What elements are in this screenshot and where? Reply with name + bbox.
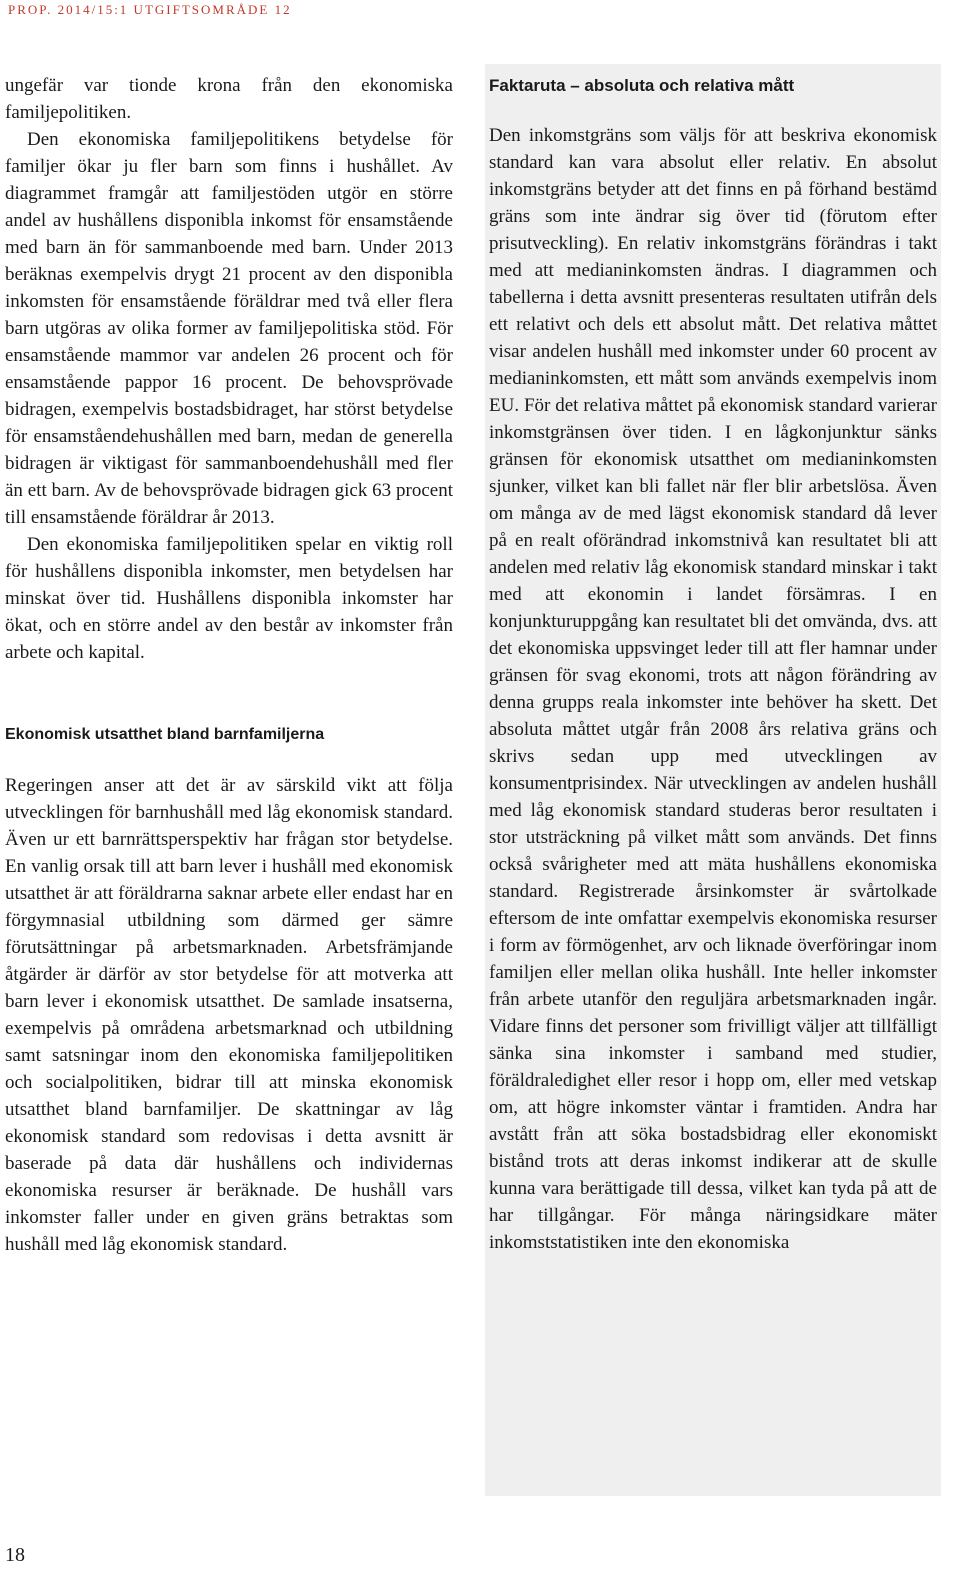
fact-box: [485, 64, 941, 1496]
running-head: PROP. 2014/15:1 UTGIFTSOMRÅDE 12: [8, 2, 292, 17]
main-column: [5, 72, 453, 1258]
fact-box-text: Den inkomstgräns som väljs för att beskriva ekonomisk standard kan vara absolut eller relativ. En absolut inkomstgräns betyder att det finns en på förhand bestämd gräns som inte ändrar sig över tid (förutom efter prisutveckling). En relativ inkomstgräns förändras i takt med att medianinkomsten ändras. I diagrammen och tabellerna i detta avsnitt presenteras resultaten utifrån dels ett relativt och dels ett absolut mått. Det relativa måttet visar andelen hushåll med inkomster under 60 procent av medianinkomsten, ett mått som används exempelvis inom EU. För det relativa måttet på ekonomisk standard varierar inkomstgränsen över tiden. I en lågkonjunktur sänks gränsen för ekonomisk utsatthet om medianinkomsten sjunker, vilket kan bli fallet när fler blir arbetslösa. Även om många av de med lägst ekonomisk standard då lever på en realt oförändrad inkomstnivå kan resultatet bli att andelen med relativ låg ekonomisk standard minskar i takt med att ekonomin i landet försämras. I en konjunkturuppgång kan resultatet bli det omvända, dvs. att det ekonomiska uppsvinget leder till att fler hamnar under gränsen för svag ekonomi, trots att någon förändring av denna grupps reala inkomster inte behöver ha skett. Det absoluta måttet utgår från 2008 års relativa gräns och skrivs sedan upp med utvecklingen av konsumentprisindex. När utvecklingen av andelen hushåll med låg ekonomisk standard studeras beror resultaten i stor utsträckning på vilket mått som används. Det finns också svårigheter med att mäta hushållens ekonomiska standard. Registrerade årsinkomster är svårtolkade eftersom de inte omfattar exempelvis ekonomiska resurser i form av förmögenhet, arv och liknade överföringar inom familjen eller mellan olika hushåll. Inte heller inkomster från arbete utanför den reguljära arbetsmarknaden ingår. Vidare finns det personer som frivilligt väljer att tillfälligt sänka sina inkomster i samband med studier, föräldraledighet eller resor i hopp om, eller med vetskap om, att högre inkomster väntar i framtiden. Andra har avstått från att söka bostadsbidrag eller ekonomiskt bistånd trots att deras inkomst indikerar att de skulle kunna vara berättigade till dessa, vilket kan tyda på att de har tillgångar. För många näringsidkare mäter inkomststatistiken inte den ekonomiska: [489, 125, 937, 1253]
page-number: 18: [5, 1544, 25, 1566]
paragraph-economic-vulnerability: Regeringen anser att det är av särskild vikt att följa utvecklingen för barnhushåll med låg ekonomisk standard. Även ur ett barnrättsperspektiv har frågan stor betydelse. En vanlig orsak till att barn lever i hushåll med ekonomisk utsatthet är att föräldrarna saknar arbete eller endast har en förgymnasial utbildning som därmed ger sämre förutsättningar på arbetsmarknaden. Arbetsfrämjande åtgärder är därför av stor betydelse för att motverka att barn lever i ekonomisk utsatthet. De samlade insatserna, exempelvis på områdena arbetsmarknad och utbildning samt satsningar inom den ekonomiska familjepolitiken och socialpolitiken, bidrar till att minska ekonomisk utsatthet bland barnfamiljer. De skattningar av låg ekonomisk standard som redovisas i detta avsnitt är baserade på data där hushållens och individernas ekonomiska resurser är beräknade. De hushåll vars inkomster faller under en given gräns betraktas som hushåll med låg ekonomisk standard.: [5, 775, 453, 1255]
paragraph-disposable-income: Den ekonomiska familjepolitiken spelar en viktig roll för hushållens disponibla inkomster, men betydelsen har minskat över tid. Hushållens disponibla inkomster har ökat, och en större andel av den består av inkomster från arbete och kapital.: [5, 534, 453, 663]
paragraph-intro: ungefär var tionde krona från den ekonomiska familjepolitiken.: [5, 75, 453, 123]
paragraph-family-policy: Den ekonomiska familjepolitikens betydelse för familjer ökar ju fler barn som finns i hushållet. Av diagrammet framgår att familjestöden utgör en större andel av hushållens disponibla inkomst för ensamstående med barn än för sammanboende med barn. Under 2013 beräknas exempelvis drygt 21 procent av den disponibla inkomsten för ensamstående föräldrar med två eller flera barn utgöras av olika former av familjepolitiska stöd. För ensamstående mammor var andelen 26 procent och för ensamstående pappor 16 procent. De behovsprövade bidragen, exempelvis bostadsbidraget, har störst betydelse för ensamståendehushållen med barn, medan de generella bidragen är viktigast för sammanboendehushåll med fler än ett barn. Av de behovsprövade bidragen gick 63 procent till ensamstående föräldrar år 2013.: [5, 129, 453, 528]
fact-box-title: Faktaruta – absoluta och relativa mått: [489, 76, 795, 95]
section-heading: Ekonomisk utsatthet bland barnfamiljerna: [5, 726, 325, 743]
